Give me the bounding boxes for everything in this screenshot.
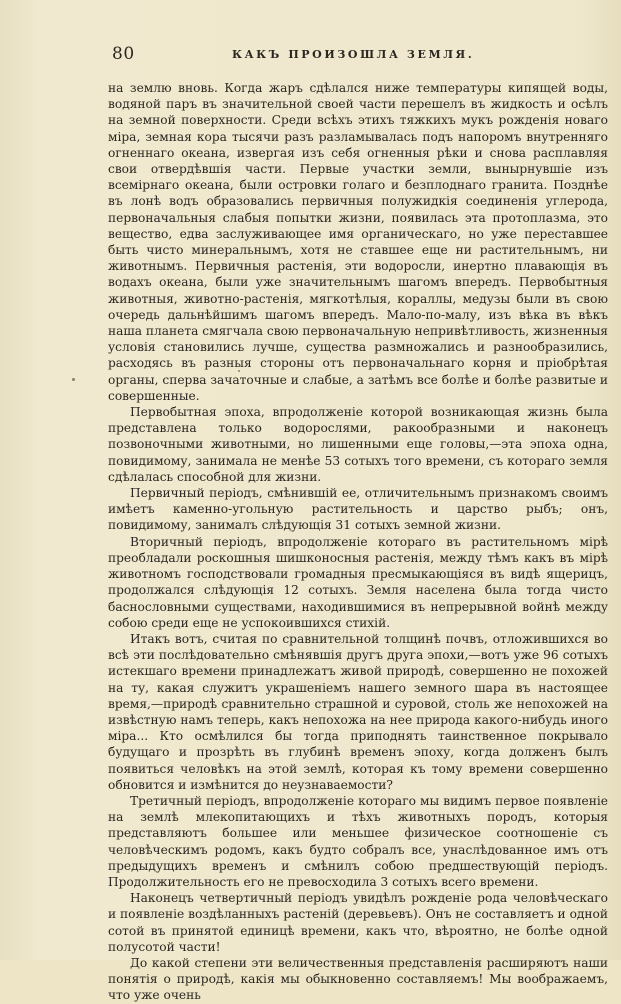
paragraph: Третичный періодъ, впродолженіе котораго мы видимъ первое появленіе на землѣ млекопитающихъ и тѣхъ животныхъ породъ, которыя представляютъ большее или меньшее физическое соотношеніе съ человѣческимъ родомъ, какъ будто собралъ все, унаслѣдованное имъ отъ предыдущихъ временъ и смѣнилъ собою предшествующій періодъ. Продолжительность его не превосходила 3 сотыхъ всего времени. [108, 793, 608, 889]
paragraph: Первичный періодъ, смѣнившій ее, отличительнымъ признакомъ своимъ имѣетъ каменно-угольную растительность и царство рыбъ; онъ, повидимому, занималъ слѣдующія 31 сотыхъ земной жизни. [108, 486, 608, 533]
paper-spot [238, 370, 240, 372]
paragraph: Вторичный періодъ, впродолженіе котораго въ растительномъ мірѣ преобладали роскошныя шишконосныя растенія, между тѣмъ какъ въ мірѣ животномъ господствовали громадныя пресмыкающіяся въ видѣ ящерицъ, продолжался слѣдующія 12 сотыхъ. Земля населена была тогда чисто баснословными существами, находившимися въ непрерывной войнѣ между собою среди еще не успокоившихся стихій. [108, 534, 608, 630]
running-title: КАКЪ ПРОИЗОШЛА ЗЕМЛЯ. [232, 48, 475, 61]
paragraph: на землю вновь. Когда жаръ сдѣлался ниже температуры кипящей воды, водяной паръ въ значительной своей части перешелъ въ жидкость и осѣлъ на земной поверхности. Среди всѣхъ этихъ тяжкихъ мукъ рожденія новаго міра, земная кора тысячи разъ разламывалась подъ напоромъ внутренняго огненнаго океана, извергая изъ себя огненныя рѣки и снова расплавляя свои отвердѣвшія части. Первые участки земли, вынырнувшіе изъ всемірнаго океана, были островки голаго и безплоднаго гранита. Позднѣе въ лонѣ водъ образовались первичныя полужидкія соединенія углерода, первоначальныя слабыя попытки жизни, появилась эта протоплазма, это вещество, едва заслуживающее имя органическаго, но уже переставшее быть чисто минеральнымъ, хотя не ставшее еще ни растительнымъ, ни животнымъ. Первичныя растенія, эти водоросли, инертно плавающія въ водахъ океана, были уже значительнымъ шагомъ впередъ. Первобытныя животныя, животно-растенія, мягкотѣлыя, кораллы, медузы были въ свою очередь дальнѣйшимъ шагомъ впередъ. Мало-по-малу, изъ вѣка въ вѣкъ наша планета смягчала свою первоначальную непривѣтливость, жизненныя условія становились лучше, существа размножались и разнообразились, расходясь въ разныя стороны отъ первоначальнаго корня и пріобрѣтая органы, сперва зачаточные и слабые, а затѣмъ все болѣе и болѣе развитые и совершенные. [108, 81, 608, 403]
paragraph: Наконецъ четвертичный періодъ увидѣлъ рожденіе рода человѣческаго и появленіе воздѣланныхъ растеній (деревьевъ). Онъ не составляетъ и одной сотой въ принятой единицѣ времени, какъ что, вѣроятно, не болѣе одной полусотой части! [108, 891, 608, 954]
page-header [112, 44, 607, 64]
paragraph: Итакъ вотъ, считая по сравнительной толщинѣ почвъ, отложившихся во всѣ эти послѣдовательно смѣнявшія другъ друга эпохи,—вотъ уже 96 сотыхъ истекшаго времени принадлежатъ живой природѣ, совершенно не похожей на ту, какая служитъ украшеніемъ нашего земного шара въ настоящее время,—природѣ сравнительно страшной и суровой, столь же непохожей на извѣстную намъ теперь, какъ непохожа на нее природа какого-нибудь иного міра... Кто осмѣлился бы тогда приподнять таинственное покрывало будущаго и прозрѣть въ глубинѣ временъ эпоху, когда долженъ былъ появиться человѣкъ на этой землѣ, которая къ тому времени совершенно обновится и измѣнится до неузнаваемости? [108, 631, 608, 792]
paragraph: До какой степени эти величественныя представленія расширяютъ наши понятія о природѣ, какія мы обыкновенно составляемъ! Мы воображаемъ, что уже очень [108, 955, 608, 1003]
paragraph: Первобытная эпоха, впродолженіе которой возникающая жизнь была представлена только водорослями, ракообразными и наконецъ позвоночными животными, но лишенными еще головы,—эта эпоха одна, повидимому, занимала не менѣе 53 сотыхъ того времени, съ котораго земля сдѣлалась способной для жизни. [108, 405, 608, 484]
body-text [108, 80, 608, 1004]
paper-spot [72, 378, 75, 381]
page-number: 80 [112, 44, 135, 64]
